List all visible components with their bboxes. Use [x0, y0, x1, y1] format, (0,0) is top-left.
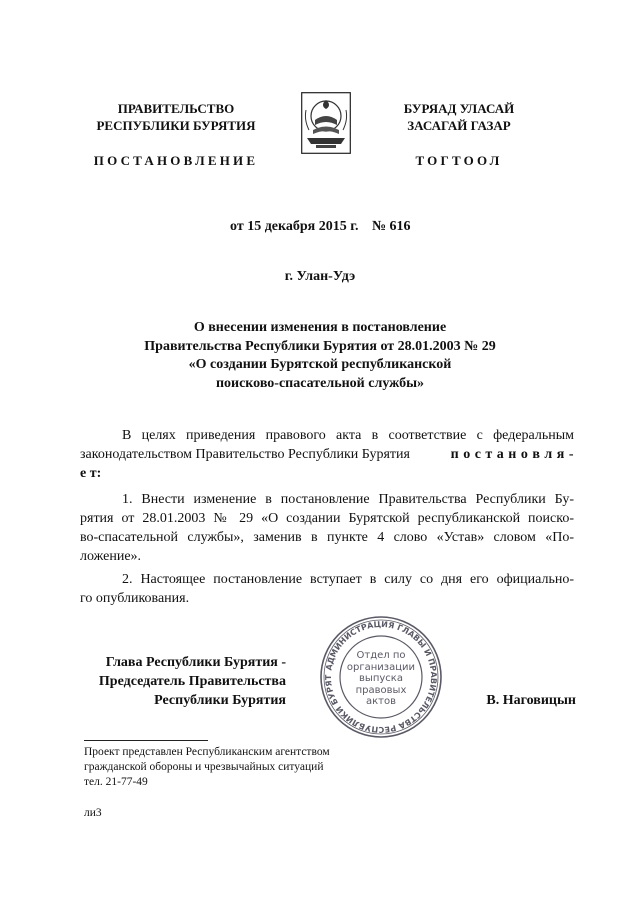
stamp-line4: правовых: [355, 684, 407, 696]
document-title: [0, 319, 640, 393]
item1-line3: во-спасательной службы», заменив в пункте 4 слово «Устав» словом «По-: [80, 530, 574, 545]
document-date: от 15 декабря 2015 г.: [230, 219, 359, 234]
header-right-line1: БУРЯАД УЛАСАЙ: [403, 101, 515, 116]
item1-line4: ложение».: [80, 549, 142, 564]
stamp-line1: Отдел по: [356, 650, 406, 661]
header-right-block: [376, 100, 542, 134]
stamp-inner-text: [341, 650, 421, 708]
intro-line1: В целях приведения правового акта в соответствие с федеральным: [122, 428, 574, 443]
item-1-paragraph: [80, 490, 574, 566]
document-city: г. Улан-Удэ: [284, 269, 356, 284]
stamp-line2: организации: [346, 661, 416, 673]
header-left-block: [80, 100, 272, 134]
doc-type-left: ПОСТАНОВЛЕНИЕ: [93, 153, 259, 168]
signatory-position: [80, 653, 286, 710]
position-line2: Председатель Правительства: [98, 674, 286, 689]
item2-line1: 2. Настоящее постановление вступает в силу со дня его официально-: [122, 572, 574, 587]
title-line2: Правительства Республики Бурятия от 28.01.2003 № 29: [144, 338, 496, 354]
intro-line2: [80, 445, 574, 464]
footer-line1: Проект представлен Республиканским агентством: [84, 746, 330, 758]
stamp-line3: выпуска: [359, 673, 403, 684]
document-number: № 616: [371, 219, 411, 234]
footer-line2: гражданской обороны и чрезвычайных ситуаций: [84, 761, 324, 773]
footer-code: ли3: [84, 807, 102, 819]
date-number-line: [230, 218, 490, 236]
item1-line2: рятия от 28.01.2003 № 29 «О создании Бурятской республиканской поиско-: [80, 511, 574, 526]
stamp-ring-text: АДМИНИСТРАЦИЯ ГЛАВЫ И ПРАВИТЕЛЬСТВА РЕСПУБЛИКИ БУРЯТ: [323, 619, 439, 735]
coat-of-arms-icon: [301, 92, 351, 154]
footer-line3: тел. 21-77-49: [84, 776, 148, 788]
signatory-name: В. Наговицын: [486, 693, 576, 708]
intro-emphasis: п о с т а н о в л я -: [450, 447, 574, 462]
stamp-line5: актов: [365, 696, 396, 707]
item2-line2: го опубликования.: [80, 591, 190, 606]
item-2-paragraph: [80, 570, 574, 608]
position-line1: Глава Республики Бурятия -: [105, 655, 286, 670]
header-right-line2: ЗАСАГАЙ ГАЗАР: [407, 118, 511, 133]
title-line4: поисково-спасательной службы»: [215, 375, 425, 391]
official-stamp: [318, 614, 444, 740]
intro-line2-text: законодательством Правительство Республики Бурятия: [80, 447, 410, 462]
title-line1: О внесении изменения в постановление: [193, 320, 447, 335]
footer-divider: [84, 740, 208, 741]
header-left-line2: РЕСПУБЛИКИ БУРЯТИЯ: [96, 118, 256, 133]
item1-line1: 1. Внести изменение в постановление Правительства Республики Бу-: [122, 492, 574, 507]
title-line3: «О создании Бурятской республиканской: [188, 357, 452, 372]
intro-line3: е т:: [80, 466, 102, 481]
header-left-line1: ПРАВИТЕЛЬСТВО: [117, 101, 235, 116]
doc-type-right: ТОГТООЛ: [415, 153, 503, 168]
footer-note: [84, 745, 404, 790]
position-line3: Республики Бурятия: [154, 693, 286, 708]
intro-paragraph: [80, 426, 574, 483]
